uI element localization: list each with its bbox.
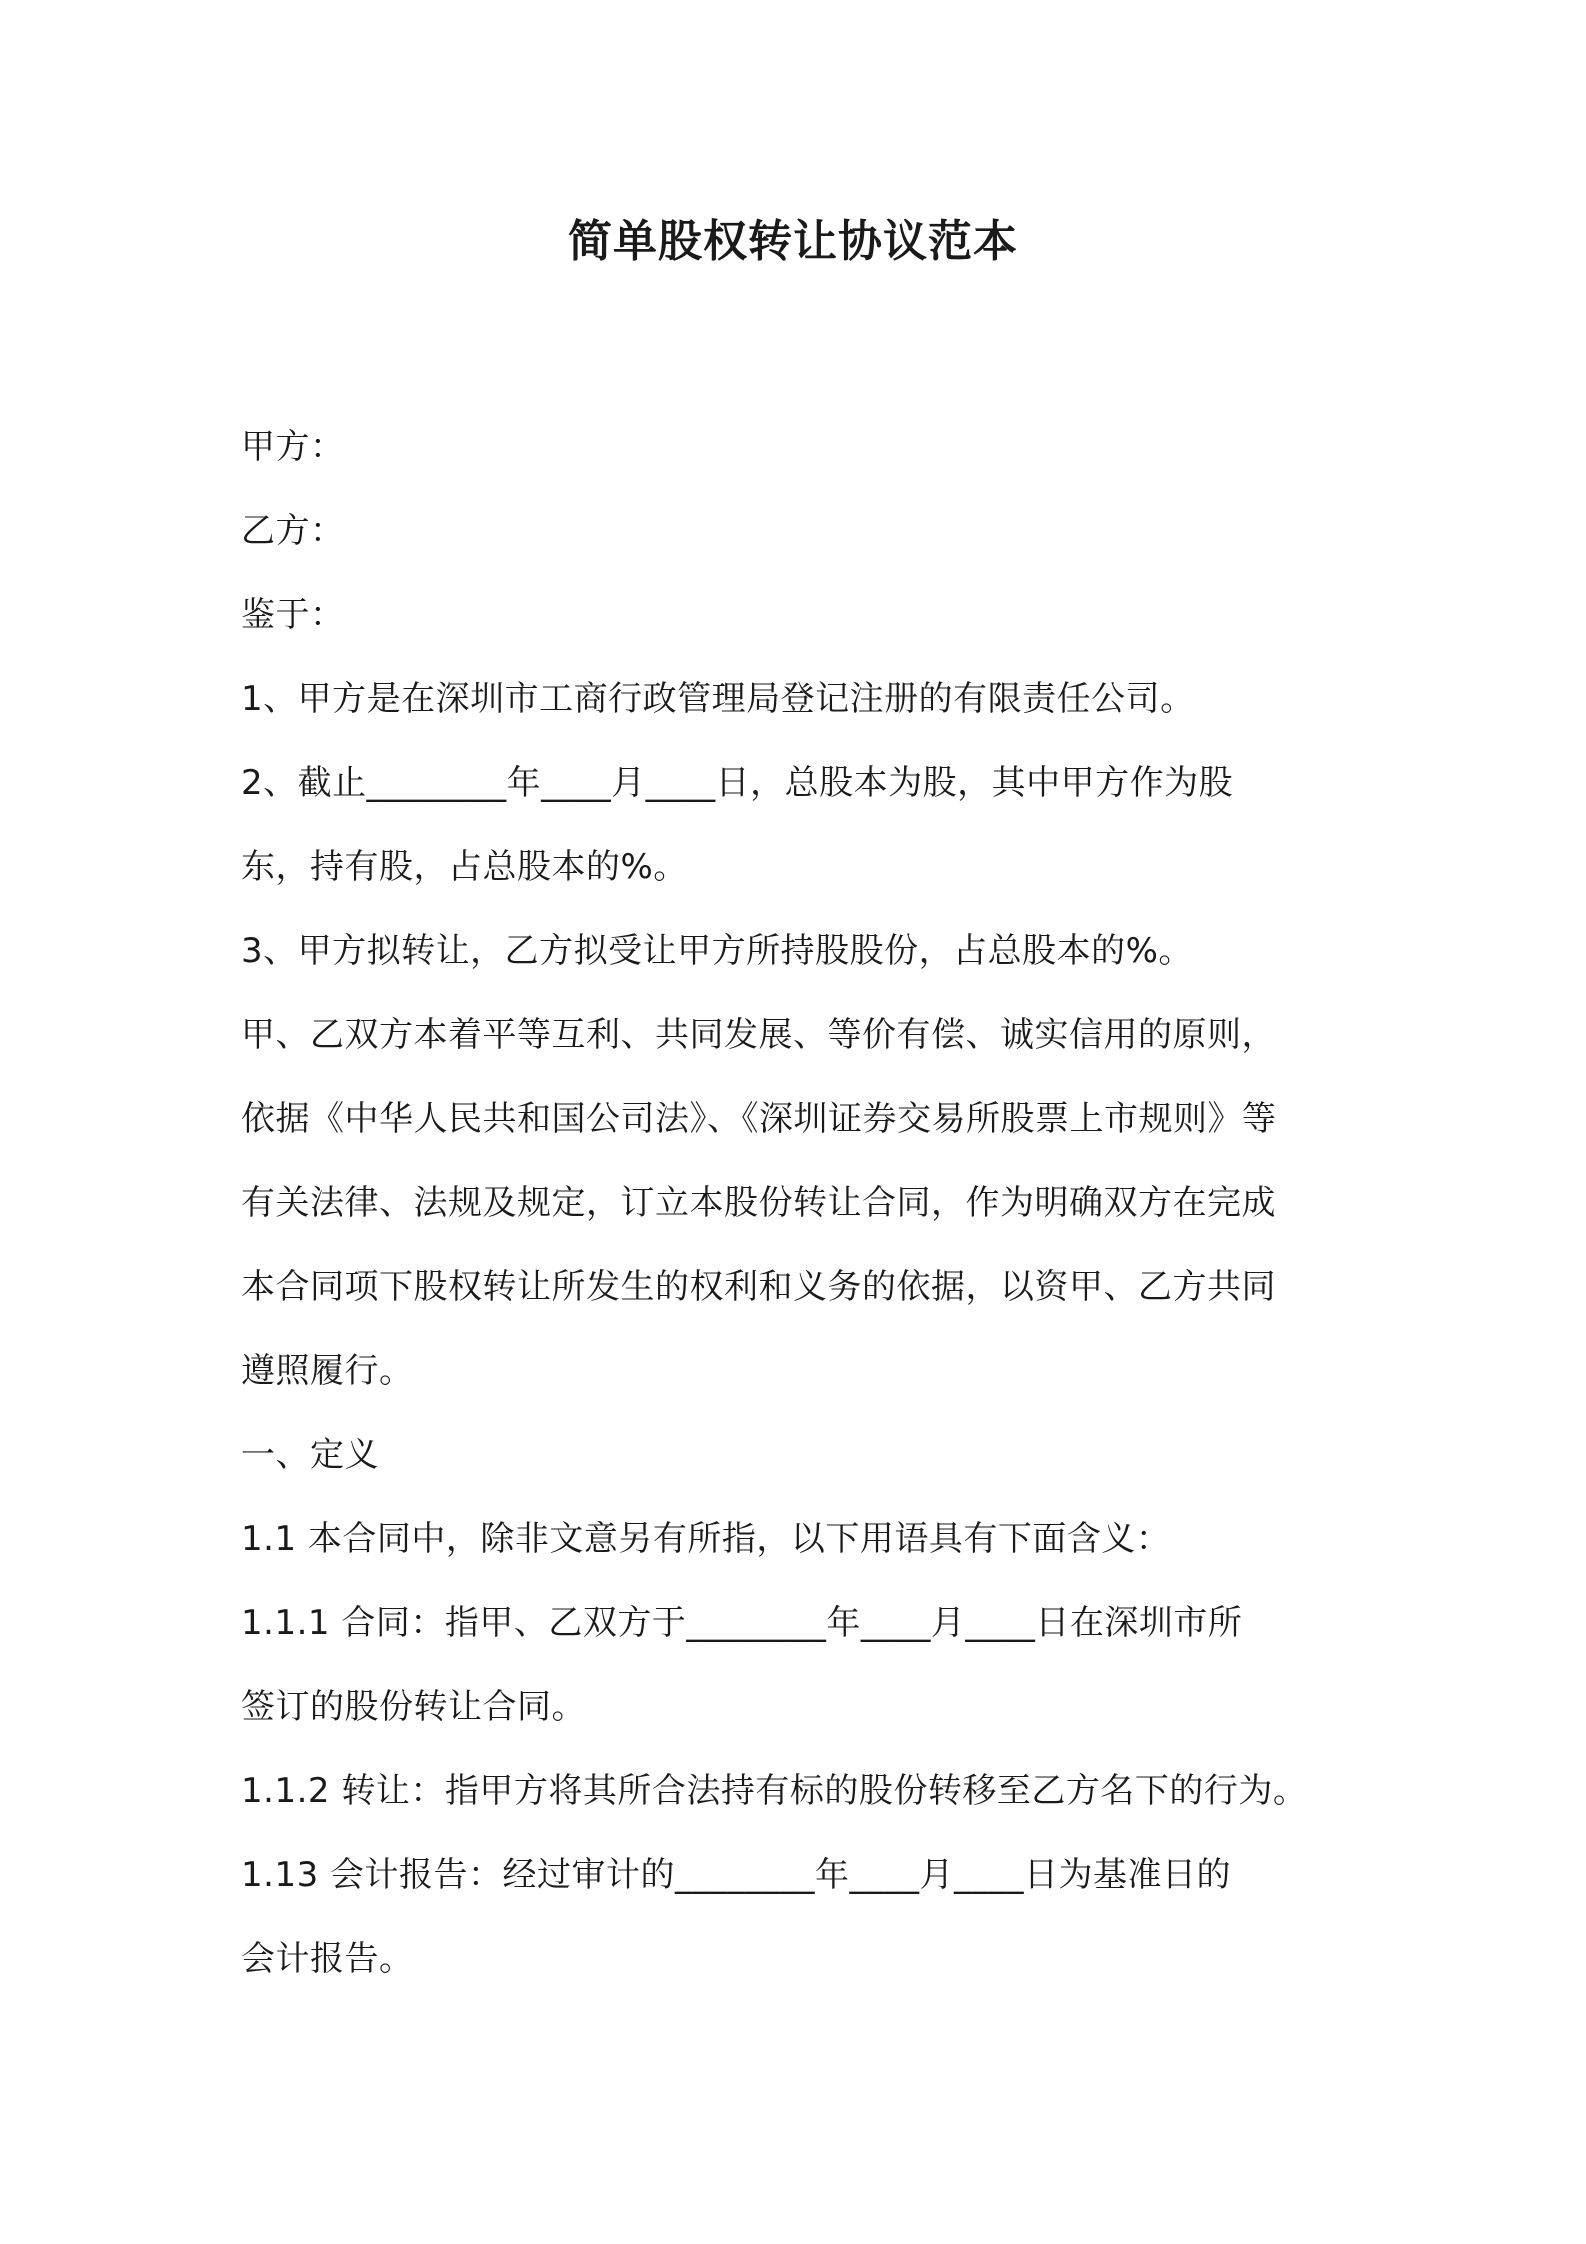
preamble-line-1: 甲、乙双方本着平等互利、共同发展、等价有偿、诚实信用的原则， — [241, 1015, 1276, 1055]
clause-1-1-2: 1.1.2 转让：指甲方将其所合法持有标的股份转移至乙方名下的行为。 — [241, 1771, 1308, 1811]
whereas-heading: 鉴于： — [241, 595, 345, 635]
section-definitions-heading: 一、定义 — [241, 1435, 379, 1475]
party-b-line: 乙方： — [241, 511, 345, 551]
clause-1-13-line-2: 会计报告。 — [241, 1939, 414, 1979]
document-body — [241, 405, 1361, 2001]
clause-1-1-1-line-2: 签订的股份转让合同。 — [241, 1687, 586, 1727]
recital-2-line-2: 东，持有股，占总股本的%。 — [241, 847, 688, 887]
clause-1-1: 1.1 本合同中，除非文意另有所指，以下用语具有下面含义： — [241, 1519, 1171, 1559]
preamble-line-3: 有关法律、法规及规定，订立本股份转让合同，作为明确双方在完成 — [241, 1183, 1276, 1223]
clause-1-1-1-line-1: 1.1.1 合同：指甲、乙双方于________年____月____日在深圳市所 — [241, 1603, 1243, 1643]
recital-2-line-1: 2、截止________年____月____日，总股本为股，其中甲方作为股 — [241, 763, 1234, 803]
preamble-line-5: 遵照履行。 — [241, 1351, 414, 1391]
recital-1: 1、甲方是在深圳市工商行政管理局登记注册的有限责任公司。 — [241, 679, 1195, 719]
party-a-line: 甲方： — [241, 427, 345, 467]
preamble-line-2: 依据《中华人民共和国公司法》、《深圳证券交易所股票上市规则》等 — [241, 1099, 1277, 1139]
recital-3: 3、甲方拟转让，乙方拟受让甲方所持股股份，占总股本的%。 — [241, 931, 1193, 971]
preamble-line-4: 本合同项下股权转让所发生的权利和义务的依据，以资甲、乙方共同 — [241, 1267, 1276, 1307]
document-title: 简单股权转让协议范本 — [568, 216, 1018, 267]
clause-1-13-line-1: 1.13 会计报告：经过审计的________年____月____日为基准日的 — [241, 1855, 1232, 1895]
